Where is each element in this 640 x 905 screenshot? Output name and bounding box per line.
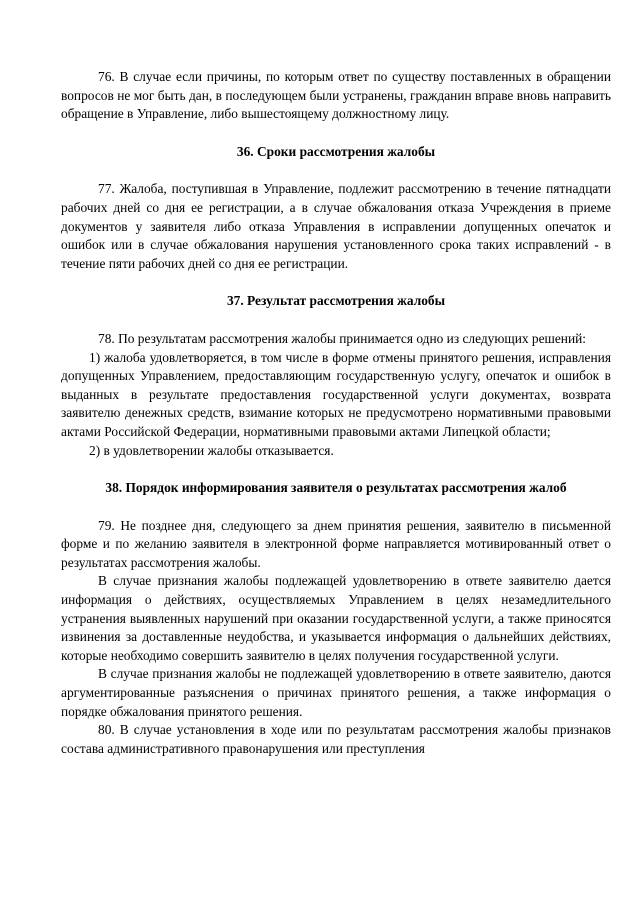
paragraph-79: 79. Не позднее дня, следующего за днем принятия решения, заявителю в письменной форме и по желанию заявителя в электронной форме направляется мотивированный ответ о результатах рассмотрения жалобы. — [61, 517, 611, 570]
list-item-2: 2) в удовлетворении жалобы отказывается. — [89, 442, 334, 458]
heading-36: 36. Сроки рассмотрения жалобы — [236, 143, 436, 159]
paragraph-80: 80. В случае установления в ходе или по результатам рассмотрения жалобы признаков состава административного правонарушения или преступления — [61, 722, 611, 756]
document-page — [61, 68, 611, 758]
paragraph-76: 76. В случае если причины, по которым ответ по существу поставленных в обращении вопросов не мог быть дан, в последующем были устранены, гражданин вправе вновь направить обращение в Управление, либо вышестоящему должностному лицу. — [61, 69, 611, 122]
paragraph-79-2: В случае признания жалобы подлежащей удовлетворению в ответе заявителю дается информация о действиях, осуществляемых Управлением в целях незамедлительного устранения выявленных нарушений при оказании государственной услуги, а также приносятся извинения за доставленные неудобства, и указывается информация о дальнейших действиях, которые необходимо совершить заявителю в целях получения государственной услуги. — [61, 573, 611, 663]
paragraph-78: 78. По результатам рассмотрения жалобы принимается одно из следующих решений: — [98, 330, 587, 346]
list-item-1: 1) жалоба удовлетворяется, в том числе в форме отмены принятого решения, исправления допущенных Управлением, предоставляющим государственную услугу, опечаток и ошибок в выданных в результате предоставления государственной услуги документах, возврата заявителю денежных средств, взимание которых не предусмотрено нормативными правовыми актами Российской Федерации, нормативными правовыми актами Липецкой области; — [61, 349, 611, 439]
heading-38: 38. Порядок информирования заявителя о результатах рассмотрения жалоб — [105, 480, 567, 496]
heading-37: 37. Результат рассмотрения жалобы — [226, 293, 446, 309]
paragraph-79-3: В случае признания жалобы не подлежащей удовлетворению в ответе заявителю, даются аргументированные разъяснения о причинах принятого решения, а также информация о порядке обжалования принятого решения. — [61, 666, 611, 719]
paragraph-77: 77. Жалоба, поступившая в Управление, подлежит рассмотрению в течение пятнадцати рабочих дней со дня ее регистрации, а в случае обжалования отказа Учреждения в приеме документов у заявителя либо отказа Управления в исправлении допущенных опечаток и ошибок или в случае обжалования нарушения установленного срока таких исправлений - в течение пяти рабочих дней со дня ее регистрации. — [61, 181, 611, 271]
